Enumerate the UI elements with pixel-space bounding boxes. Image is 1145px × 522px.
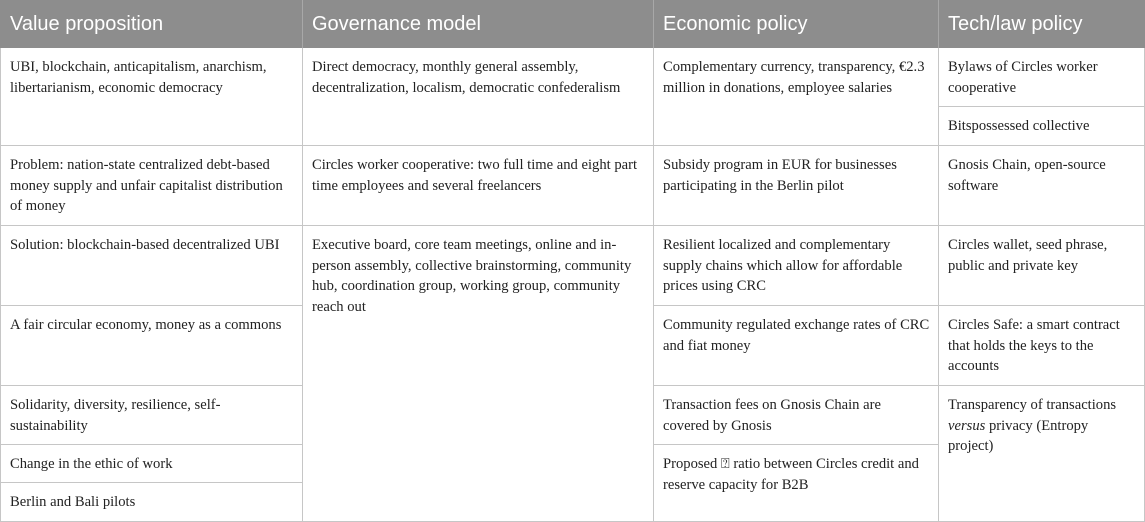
row-divider — [653, 225, 938, 226]
cell-value-proposition: Berlin and Bali pilots — [10, 494, 136, 510]
row-divider — [653, 444, 938, 445]
row-divider — [938, 385, 1145, 386]
header-economic-policy: Economic policy — [653, 0, 938, 48]
transparency-text: Transparency of transactions — [948, 397, 1117, 413]
cell-economic-policy: Transaction fees on Gnosis Chain are covered by Gnosis — [663, 397, 881, 434]
column-divider — [0, 48, 1, 522]
row-divider — [302, 145, 653, 146]
row-divider — [302, 225, 653, 226]
row-divider — [0, 145, 302, 146]
row-divider — [0, 444, 302, 445]
privacy-text: privacy (Entropy project) — [948, 417, 1089, 454]
cell-economic-policy: Proposed ⍰ ratio between Circles credit and reserve capacity for B2B — [663, 456, 919, 493]
header-governance-model: Governance model — [302, 0, 653, 48]
cell-governance-model: Circles worker cooperative: two full time and eight part time employees and several freelancers — [312, 157, 638, 194]
cell-economic-policy: Subsidy program in EUR for businesses participating in the Berlin pilot — [663, 157, 897, 194]
cell-tech-law-policy — [938, 395, 1145, 457]
row-divider — [0, 305, 302, 306]
cell-value-proposition: Solidarity, diversity, resilience, self-sustainability — [10, 397, 221, 434]
cell-economic-policy: Resilient localized and complementary supply chains which allow for affordable prices using CRC — [663, 237, 903, 294]
row-divider — [938, 145, 1145, 146]
header-divider — [938, 0, 939, 48]
row-divider — [0, 482, 302, 483]
row-divider — [653, 385, 938, 386]
cell-tech-law-policy: Bylaws of Circles worker cooperative — [948, 59, 1098, 96]
cell-value-proposition: A fair circular economy, money as a commons — [10, 317, 282, 333]
cell-governance-model: Direct democracy, monthly general assembly, decentralization, localism, democratic confederalism — [312, 59, 621, 96]
row-divider — [938, 106, 1145, 107]
cell-value-proposition: Solution: blockchain-based decentralized UBI — [10, 237, 280, 253]
row-divider — [0, 225, 302, 226]
cell-economic-policy: Complementary currency, transparency, €2.3 million in donations, employee salaries — [663, 59, 925, 96]
cell-value-proposition: UBI, blockchain, anticapitalism, anarchism, libertarianism, economic democracy — [10, 59, 267, 96]
row-divider — [0, 385, 302, 386]
cell-tech-law-policy: Gnosis Chain, open-source software — [948, 157, 1106, 194]
cell-tech-law-policy: Circles Safe: a smart contract that holds the keys to the accounts — [948, 317, 1120, 374]
header-divider — [653, 0, 654, 48]
cell-governance-model: Executive board, core team meetings, online and in-person assembly, collective brainstorming, community hub, coordination group, working group, community reach out — [312, 237, 632, 315]
header-tech-law-policy: Tech/law policy — [938, 0, 1145, 48]
row-divider — [938, 225, 1145, 226]
cell-value-proposition: Change in the ethic of work — [10, 456, 173, 472]
row-divider — [653, 305, 938, 306]
cell-value-proposition: Problem: nation-state centralized debt-based money supply and unfair capitalist distribution of money — [10, 157, 283, 214]
versus-italic: versus — [948, 417, 986, 434]
row-divider — [938, 305, 1145, 306]
cell-economic-policy: Community regulated exchange rates of CRC and fiat money — [663, 317, 930, 354]
header-divider — [302, 0, 303, 48]
cell-tech-law-policy: Circles wallet, seed phrase, public and private key — [948, 237, 1108, 274]
header-value-proposition: Value proposition — [0, 0, 302, 48]
cell-tech-law-policy: Bitspossessed collective — [948, 118, 1090, 134]
row-divider — [653, 145, 938, 146]
